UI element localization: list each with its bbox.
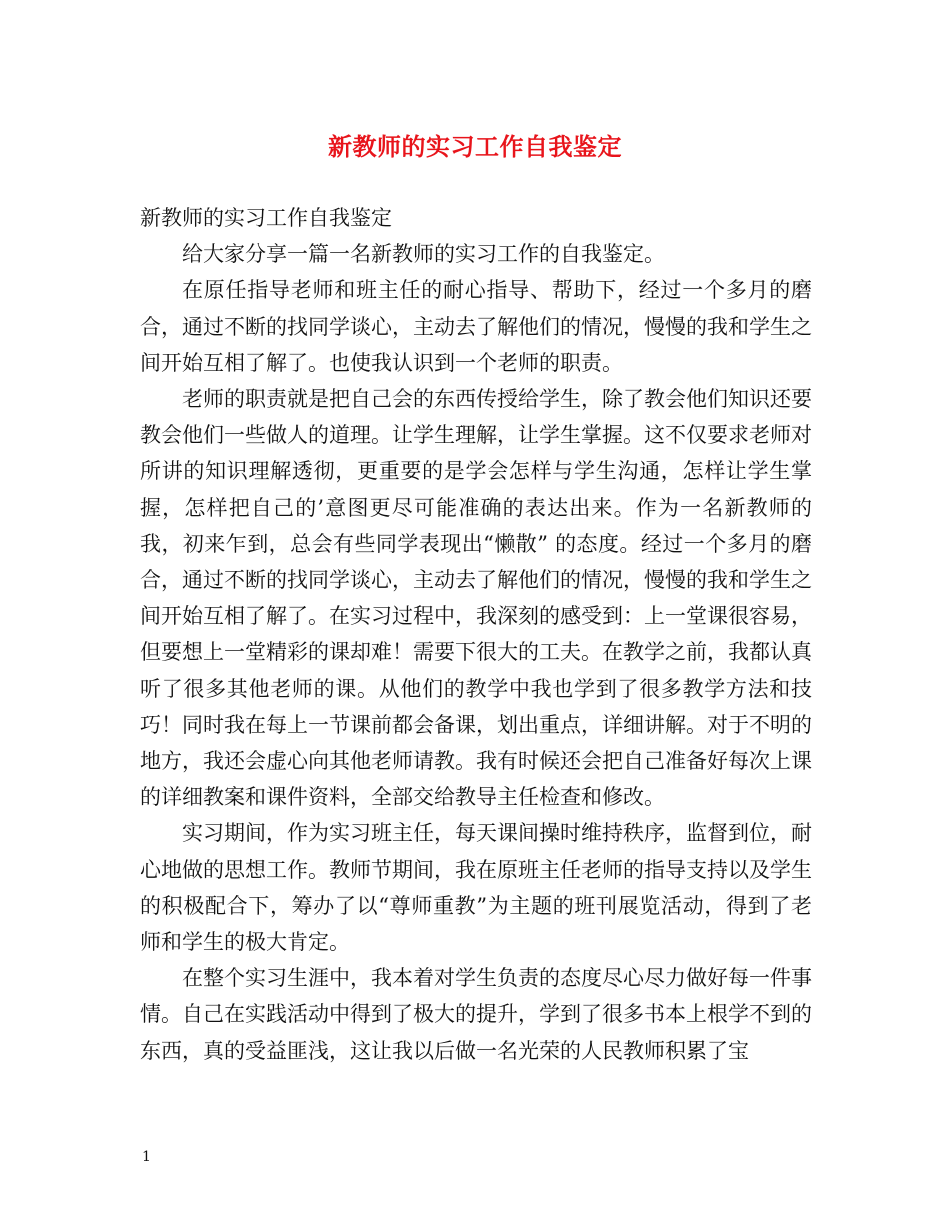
page-number: 1 [142, 1149, 151, 1165]
document-title: 新教师的实习工作自我鉴定 [328, 132, 622, 161]
paragraph-class-teacher: 实习期间，作为实习班主任，每天课间操时维持秩序，监督到位，耐心地做的思想工作。教师节期间，我在原班主任老师的指导支持以及学生的积极配合下，筹办了以“尊师重教”为主题的班刊展览活动，得到了老师和学生的极大肯定。 [140, 821, 812, 955]
paragraph-teacher-duty: 老师的职责就是把自己会的东西传授给学生，除了教会他们知识还要教会他们一些做人的道理。让学生理解，让学生掌握。这不仅要求老师对所讲的知识理解透彻，更重要的是学会怎样与学生沟通，怎样让学生掌握，怎样把自己的’意图更尽可能准确的表达出来。作为一名新教师的我，初来乍到，总会有些同学表现出“懒散” 的态度。经过一个多月的磨合，通过不断的找同学谈心，主动去了解他们的情况，慢慢的我和学生之间开始互相了解了。在实习过程中，我深刻的感受到：上一堂课很容易，但要想上一堂精彩的课却难！需要下很大的工夫。在教学之前，我都认真听了很多其他老师的课。从他们的教学中我也学到了很多教学方法和技巧！同时我在每上一节课前都会备课，划出重点，详细讲解。对于不明的地方，我还会虚心向其他老师请教。我有时候还会把自己准备好每次上课的详细教案和课件资料，全部交给教导主任检查和修改。 [140, 387, 812, 810]
paragraph-intro: 给大家分享一篇一名新教师的实习工作的自我鉴定。 [182, 242, 665, 267]
document-body [140, 200, 812, 1069]
document-subtitle: 新教师的实习工作自我鉴定 [140, 206, 392, 230]
paragraph-guidance: 在原任指导老师和班主任的耐心指导、帮助下，经过一个多月的磨合，通过不断的找同学谈心，主动去了解他们的情况，慢慢的我和学生之间开始互相了解了。也使我认识到一个老师的职责。 [140, 278, 812, 375]
paragraph-summary: 在整个实习生涯中，我本着对学生负责的态度尽心尽力做好每一件事情。自己在实践活动中得到了极大的提升，学到了很多书本上根学不到的东西，真的受益匪浅，这让我以后做一名光荣的人民教师积累了宝 [140, 966, 812, 1063]
